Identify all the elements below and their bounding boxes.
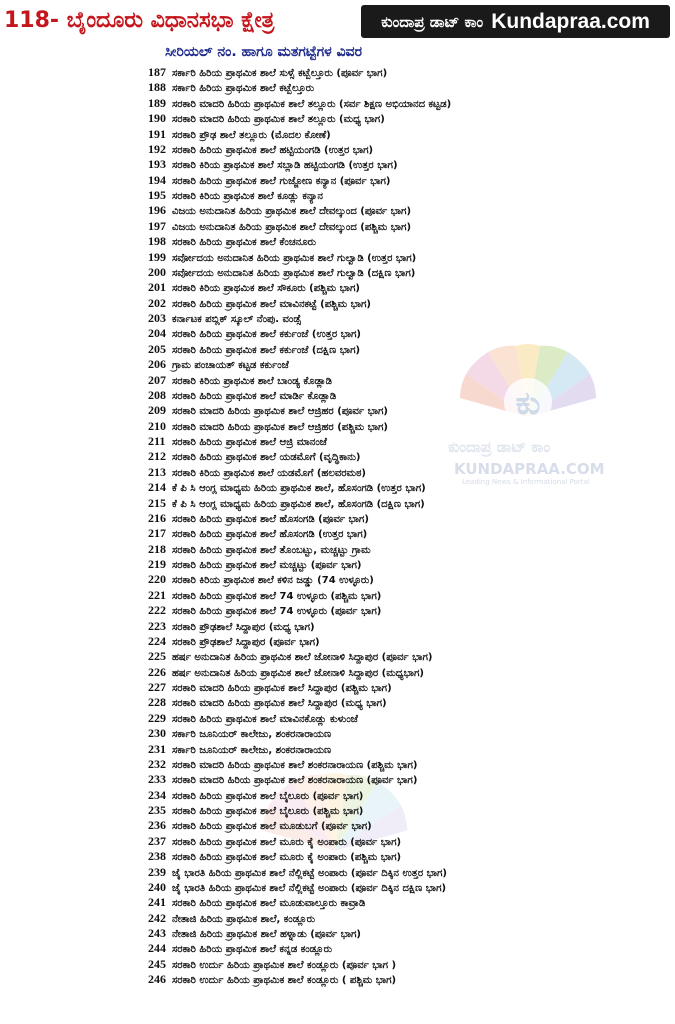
entry-school-name: ಸರಕಾರಿ ಮಾದರಿ ಹಿರಿಯ ಪ್ರಾಥಮಿಕ ಶಾಲೆ ಸಿದ್ದಾಪುರ (ಮಧ್ಯ ಭಾಗ) bbox=[172, 698, 387, 710]
entry-number: 193 bbox=[148, 157, 166, 172]
entry-school-name: ಕರ್ನಾಟಕ ಪಬ್ಲಿಕ್ ಸ್ಕೂಲ್ ನೆಂಪು. ವಂಡ್ಸೆ bbox=[172, 314, 302, 325]
list-item bbox=[148, 111, 451, 126]
entry-school-name: ಸರಕಾರಿ ಹಿರಿಯ ಪ್ರಾಥಮಿಕ ಶಾಲೆ ತೊಂಬಟ್ಟು, ಮಚ್ಚಟ್ಟು ಗ್ರಾಮ bbox=[172, 544, 371, 556]
entry-school-name: ಸರಕಾರಿ ಮಾದರಿ ಹಿರಿಯ ಪ್ರಾಥಮಿಕ ಶಾಲೆ ಆಜ್ರಿಹರ (ಪಶ್ಚಿಮ ಭಾಗ) bbox=[172, 421, 388, 433]
entry-school-name: ಸರಕಾರಿ ಮಾದರಿ ಹಿರಿಯ ಪ್ರಾಥಮಿಕ ಶಾಲೆ ಶಂಕರನಾರಾಯಣ (ಪಶ್ಚಿಮ ಭಾಗ) bbox=[172, 759, 418, 771]
list-item bbox=[148, 726, 451, 741]
list-item bbox=[148, 926, 451, 941]
list-item bbox=[148, 772, 451, 787]
entry-number: 205 bbox=[148, 341, 166, 356]
list-item bbox=[148, 496, 451, 511]
entry-school-name: ಸರಕಾರಿ ಹಿರಿಯ ಪ್ರಾಥಮಿಕ ಶಾಲೆ ಕನ್ನಡ ಕಂಡ್ಲೂರು bbox=[172, 944, 333, 956]
entry-school-name: ಸರಕಾರಿ ಪ್ರೌಢಶಾಲೆ ಸಿದ್ದಾಪುರ (ಮಧ್ಯ ಭಾಗ) bbox=[172, 621, 315, 633]
entry-school-name: ಸರ್ವೋದಯ ಅನುದಾನಿತ ಹಿರಿಯ ಪ್ರಾಥಮಿಕ ಶಾಲೆ ಗುಲ್ವಾಡಿ (ದಕ್ಷಿಣ ಭಾಗ) bbox=[172, 267, 416, 279]
list-item bbox=[148, 849, 451, 864]
entry-number: 235 bbox=[148, 803, 166, 817]
entry-number: 213 bbox=[148, 464, 166, 479]
list-item bbox=[148, 203, 451, 218]
list-item bbox=[148, 357, 451, 372]
page-title: 118- ಬೈಂದೂರು ವಿಧಾನಸಭಾ ಕ್ಷೇತ್ರ bbox=[4, 8, 275, 33]
entry-number: 211 bbox=[148, 434, 166, 448]
entry-school-name: ಸರಕಾರಿ ಕಿರಿಯ ಪ್ರಾಥಮಿಕ ಶಾಲೆ ಬಾಂಡ್ಯ ಕೊಡ್ಲಾಡಿ bbox=[172, 375, 332, 387]
list-item bbox=[148, 526, 451, 541]
list-item bbox=[148, 219, 451, 234]
list-item bbox=[148, 972, 451, 987]
list-item bbox=[148, 603, 451, 618]
list-item bbox=[148, 788, 451, 803]
list-item bbox=[148, 326, 451, 341]
entry-number: 237 bbox=[148, 833, 166, 848]
entry-school-name: ಹರ್ಷ ಅನುದಾನಿತ ಹಿರಿಯ ಪ್ರಾಥಮಿಕ ಶಾಲೆ ಜೋನಾಳಿ ಸಿದ್ದಾಪುರ (ಮಧ್ಯಭಾಗ) bbox=[172, 667, 424, 679]
list-item bbox=[148, 941, 451, 956]
entry-school-name: ಸರಕಾರಿ ಕಿರಿಯ ಪ್ರಾಥಮಿಕ ಶಾಲೆ ಕೂಡ್ಲು ಕನ್ಯಾನ bbox=[172, 191, 323, 202]
entry-number: 224 bbox=[148, 633, 166, 648]
list-item bbox=[148, 880, 451, 895]
list-item bbox=[148, 157, 451, 172]
entry-number: 195 bbox=[148, 188, 166, 202]
entry-school-name: ಸರಕಾರಿ ಹಿರಿಯ ಪ್ರಾಥಮಿಕ ಶಾಲೆ ಕರ್ಕುಂಜೆ (ದಕ್ಷಿಣ ಭಾಗ) bbox=[172, 344, 361, 356]
list-item bbox=[148, 250, 451, 265]
entry-school-name: ಸರಕಾರಿ ಮಾದರಿ ಹಿರಿಯ ಪ್ರಾಥಮಿಕ ಶಾಲೆ ತಲ್ಲೂರು (ಮಧ್ಯ ಭಾಗ) bbox=[172, 114, 385, 126]
entry-school-name: ಸರಕಾರಿ ಹಿರಿಯ ಪ್ರಾಥಮಿಕ ಶಾಲೆ ಮೂಡುವಾಲ್ತೂರು ಕಾವ್ರಾಡಿ bbox=[172, 898, 366, 910]
list-item bbox=[148, 65, 451, 80]
list-item bbox=[148, 342, 451, 357]
entry-number: 202 bbox=[148, 295, 166, 310]
entry-number: 191 bbox=[148, 126, 166, 141]
entry-school-name: ಜೈ ಭಾರತಿ ಹಿರಿಯ ಪ್ರಾಥಮಿಕ ಶಾಲೆ ನೆಲ್ಲಿಕಟ್ಟೆ ಅಂಪಾರು (ಪೂರ್ವ ದಿಕ್ಕಿನ ಉತ್ತರ ಭಾಗ) bbox=[172, 867, 447, 879]
entry-number: 209 bbox=[148, 403, 166, 418]
entry-number: 246 bbox=[148, 972, 166, 987]
entry-school-name: ಗ್ರಾಮ ಪಂಚಾಯತ್ ಕಟ್ಟಡ ಕರ್ಕುಂಜೆ bbox=[172, 360, 289, 372]
list-item bbox=[148, 449, 451, 464]
list-item bbox=[148, 572, 451, 587]
entry-school-name: ಸರಕಾರಿ ಮಾದರಿ ಹಿರಿಯ ಪ್ರಾಥಮಿಕ ಶಾಲೆ ಸಿದ್ದಾಪುರ (ಪಶ್ಚಿಮ ಭಾಗ) bbox=[172, 683, 392, 694]
list-item bbox=[148, 296, 451, 311]
entry-number: 197 bbox=[148, 218, 166, 233]
entry-school-name: ನೇತಾಜಿ ಹಿರಿಯ ಪ್ರಾಥಮಿಕ ಶಾಲೆ ಹಳ್ನಾಡು (ಪೂರ್ವ ಭಾಗ) bbox=[172, 929, 361, 940]
entry-school-name: ಕೆ ಪಿ ಸಿ ಆಂಗ್ಲ ಮಾಧ್ಯಮ ಹಿರಿಯ ಪ್ರಾಥಮಿಕ ಶಾಲೆ, ಹೊಸಂಗಡಿ (ಉತ್ತರ ಭಾಗ) bbox=[172, 483, 426, 495]
entry-school-name: ಸರಕಾರಿ ಪ್ರೌಢಶಾಲೆ ಸಿದ್ದಾಪುರ (ಪೂರ್ವ ಭಾಗ) bbox=[172, 636, 320, 648]
entry-school-name: ವಿಜಯ ಅನುದಾನಿತ ಹಿರಿಯ ಪ್ರಾಥಮಿಕ ಶಾಲೆ ದೇವಲ್ಕುಂದ (ಪೂರ್ವ ಭಾಗ) bbox=[172, 206, 412, 218]
list-item bbox=[148, 757, 451, 772]
entry-number: 227 bbox=[148, 680, 166, 694]
list-item bbox=[148, 742, 451, 757]
entry-number: 216 bbox=[148, 510, 166, 525]
watermark-logo bbox=[448, 342, 608, 486]
list-item bbox=[148, 434, 451, 449]
list-item bbox=[148, 865, 451, 880]
entry-number: 238 bbox=[148, 849, 166, 864]
list-item bbox=[148, 634, 451, 649]
entry-number: 190 bbox=[148, 111, 166, 126]
entry-school-name: ಸರ್ಕಾರಿ ಜೂನಿಯರ್ ಕಾಲೇಜು, ಶಂಕರನಾರಾಯಣ bbox=[172, 729, 332, 741]
entry-number: 212 bbox=[148, 449, 166, 464]
entry-number: 204 bbox=[148, 326, 166, 341]
watermark-text-english: KUNDAPRAA.COM bbox=[454, 460, 605, 478]
entry-number: 222 bbox=[148, 603, 166, 618]
page-subtitle: ಸೀರಿಯಲ್ ನಂ. ಹಾಗೂ ಮತಗಟ್ಟೆಗಳ ವಿವರ bbox=[165, 44, 363, 60]
entry-school-name: ಕೆ ಪಿ ಸಿ ಆಂಗ್ಲ ಮಾಧ್ಯಮ ಹಿರಿಯ ಪ್ರಾಥಮಿಕ ಶಾಲೆ, ಹೊಸಂಗಡಿ (ದಕ್ಷಿಣ ಭಾಗ) bbox=[172, 498, 425, 510]
brand-name-kannada: ಕುಂದಾಪ್ರ ಡಾಟ್ ಕಾಂ bbox=[381, 12, 484, 31]
entry-number: 214 bbox=[148, 480, 166, 495]
entry-school-name: ಸರಕಾರಿ ಕಿರಿಯ ಪ್ರಾಥಮಿಕ ಶಾಲೆ ಸಬ್ಲಾಡಿ ಹಟ್ಟಿಯಂಗಡಿ (ಉತ್ತರ ಭಾಗ) bbox=[172, 160, 398, 172]
entry-school-name: ಸರ್ಕಾರಿ ಜೂನಿಯರ್ ಕಾಲೇಜು, ಶಂಕರನಾರಾಯಣ bbox=[172, 744, 332, 756]
entry-number: 232 bbox=[148, 756, 166, 771]
entry-number: 234 bbox=[148, 787, 166, 802]
entry-number: 218 bbox=[148, 541, 166, 556]
entry-number: 230 bbox=[148, 726, 166, 741]
entry-number: 245 bbox=[148, 956, 166, 971]
list-item bbox=[148, 265, 451, 280]
entry-number: 220 bbox=[148, 572, 166, 587]
entry-number: 203 bbox=[148, 311, 166, 325]
entry-number: 198 bbox=[148, 234, 166, 249]
entry-number: 244 bbox=[148, 941, 166, 956]
entry-number: 236 bbox=[148, 818, 166, 833]
entry-number: 241 bbox=[148, 895, 166, 910]
list-item bbox=[148, 911, 451, 926]
list-item bbox=[148, 665, 451, 680]
entry-number: 206 bbox=[148, 357, 166, 372]
entry-number: 189 bbox=[148, 95, 166, 110]
entry-number: 228 bbox=[148, 695, 166, 710]
entry-number: 201 bbox=[148, 280, 166, 295]
entry-number: 240 bbox=[148, 879, 166, 894]
entry-number: 215 bbox=[148, 495, 166, 510]
list-item bbox=[148, 465, 451, 480]
list-item bbox=[148, 234, 451, 249]
entry-school-name: ಸರಕಾರಿ ಹಿರಿಯ ಪ್ರಾಥಮಿಕ ಶಾಲೆ ಆಜ್ರಿ ಮಾನಂಜೆ bbox=[172, 437, 327, 448]
entry-school-name: ಸರಕಾರಿ ಹಿರಿಯ ಪ್ರಾಥಮಿಕ ಶಾಲೆ ಕೆಂಚನೂರು bbox=[172, 237, 317, 249]
entry-school-name: ಸರಕಾರಿ ಉರ್ದು ಹಿರಿಯ ಪ್ರಾಥಮಿಕ ಶಾಲೆ ಕಂಡ್ಲೂರು (ಪೂರ್ವ ಭಾಗ ) bbox=[172, 959, 397, 971]
list-item bbox=[148, 695, 451, 710]
list-item bbox=[148, 188, 451, 203]
entry-number: 226 bbox=[148, 664, 166, 679]
entry-school-name: ಸರಕಾರಿ ಕಿರಿಯ ಪ್ರಾಥಮಿಕ ಶಾಲೆ ಸೌಕೂರು (ಪಶ್ಚಿಮ ಭಾಗ) bbox=[172, 283, 360, 295]
entry-school-name: ಸರಕಾರಿ ಹಿರಿಯ ಪ್ರಾಥಮಿಕ ಶಾಲೆ ಹೊಸಂಗಡಿ (ಉತ್ತರ ಭಾಗ) bbox=[172, 529, 368, 541]
list-item bbox=[148, 480, 451, 495]
entry-number: 221 bbox=[148, 587, 166, 602]
list-item bbox=[148, 280, 451, 295]
list-item bbox=[148, 142, 451, 157]
polling-station-list bbox=[148, 65, 451, 988]
entry-number: 242 bbox=[148, 910, 166, 925]
entry-school-name: ಸರಕಾರಿ ಹಿರಿಯ ಪ್ರಾಥಮಿಕ ಶಾಲೆ ಯಡಮೊಗೆ (ವೃದ್ಧಿಕಾನು) bbox=[172, 452, 361, 464]
list-item bbox=[148, 957, 451, 972]
list-item bbox=[148, 173, 451, 188]
list-item bbox=[148, 127, 451, 142]
list-item bbox=[148, 419, 451, 434]
entry-number: 208 bbox=[148, 387, 166, 402]
entry-number: 200 bbox=[148, 264, 166, 279]
list-item bbox=[148, 803, 451, 818]
entry-number: 219 bbox=[148, 557, 166, 571]
entry-school-name: ಸರಕಾರಿ ಹಿರಿಯ ಪ್ರಾಥಮಿಕ ಶಾಲೆ ಮಚ್ಚಟ್ಟು (ಪೂರ್ವ ಭಾಗ) bbox=[172, 560, 362, 571]
list-item bbox=[148, 542, 451, 557]
entry-number: 231 bbox=[148, 741, 166, 756]
entry-school-name: ಸರಕಾರಿ ಹಿರಿಯ ಪ್ರಾಥಮಿಕ ಶಾಲೆ ಕರ್ಕುಂಜೆ (ಉತ್ತರ ಭಾಗ) bbox=[172, 329, 361, 341]
entry-number: 239 bbox=[148, 864, 166, 879]
list-item bbox=[148, 557, 451, 572]
entry-school-name: ಸರಕಾರಿ ಕಿರಿಯ ಪ್ರಾಥಮಿಕ ಶಾಲೆ ಯಡಮೊಗೆ (ಹಲವರಮಠ) bbox=[172, 467, 366, 479]
entry-school-name: ಸರಕಾರಿ ಹಿರಿಯ ಪ್ರಾಥಮಿಕ ಶಾಲೆ ಮಾವಿನಕೊಡ್ಲು ಕುಳುಂಜೆ bbox=[172, 713, 358, 725]
entry-school-name: ಸರಕಾರಿ ಹಿರಿಯ ಪ್ರಾಥಮಿಕ ಶಾಲೆ 74 ಉಳ್ಳೂರು (ಪಶ್ಚಿಮ ಭಾಗ) bbox=[172, 590, 382, 602]
entry-school-name: ಸರಕಾರಿ ಹಿರಿಯ ಪ್ರಾಥಮಿಕ ಶಾಲೆ 74 ಉಳ್ಳೂರು (ಪೂರ್ವ ಭಾಗ) bbox=[172, 606, 382, 618]
entry-number: 207 bbox=[148, 372, 166, 387]
list-item bbox=[148, 818, 451, 833]
entry-number: 229 bbox=[148, 710, 166, 725]
list-item bbox=[148, 403, 451, 418]
list-item bbox=[148, 80, 451, 95]
entry-school-name: ಸರಕಾರಿ ಮಾದರಿ ಹಿರಿಯ ಪ್ರಾಥಮಿಕ ಶಾಲೆ ಶಂಕರನಾರಾಯಣ (ಪೂರ್ವ ಭಾಗ) bbox=[172, 775, 418, 787]
entry-number: 187 bbox=[148, 65, 166, 79]
entry-number: 217 bbox=[148, 526, 166, 541]
entry-school-name: ಸರಕಾರಿ ಹಿರಿಯ ಪ್ರಾಥಮಿಕ ಶಾಲೆ ಬೈಲೂರು (ಪಶ್ಚಿಮ ಭಾಗ) bbox=[172, 806, 364, 817]
entry-number: 223 bbox=[148, 618, 166, 633]
list-item bbox=[148, 649, 451, 664]
entry-school-name: ಸರಕಾರಿ ಹಿರಿಯ ಪ್ರಾಥಮಿಕ ಶಾಲೆ ಮೂರು ಕೈ ಅಂಪಾರು (ಪೂರ್ವ ಭಾಗ) bbox=[172, 836, 402, 848]
list-item bbox=[148, 834, 451, 849]
entry-school-name: ಸರಕಾರಿ ಉರ್ದು ಹಿರಿಯ ಪ್ರಾಥಮಿಕ ಶಾಲೆ ಕಂಡ್ಲೂರು ( ಪಶ್ಚಿಮ ಭಾಗ) bbox=[172, 975, 397, 987]
list-item bbox=[148, 373, 451, 388]
entry-school-name: ಹರ್ಷ ಅನುದಾನಿತ ಹಿರಿಯ ಪ್ರಾಥಮಿಕ ಶಾಲೆ ಜೋನಾಳಿ ಸಿದ್ದಾಪುರ (ಪೂರ್ವ ಭಾಗ) bbox=[172, 652, 433, 664]
brand-name-english: Kundapraa.com bbox=[491, 9, 650, 33]
list-item bbox=[148, 388, 451, 403]
entry-number: 192 bbox=[148, 141, 166, 156]
entry-number: 233 bbox=[148, 772, 166, 787]
list-item bbox=[148, 511, 451, 526]
list-item bbox=[148, 311, 451, 326]
entry-school-name: ಸರಕಾರಿ ಹಿರಿಯ ಪ್ರಾಥಮಿಕ ಶಾಲೆ ಗುಜ್ಜೋಣ ಕನ್ಯಾನ (ಪೂರ್ವ ಭಾಗ) bbox=[172, 175, 391, 187]
list-item bbox=[148, 96, 451, 111]
entry-school-name: ಸರಕಾರಿ ಕಿರಿಯ ಪ್ರಾಥಮಿಕ ಶಾಲೆ ಕಳಿನ ಜಡ್ಡು (74 ಉಳ್ಳೂರು) bbox=[172, 575, 374, 587]
entry-school-name: ಸರಕಾರಿ ಪ್ರೌಢ ಶಾಲೆ ತಲ್ಲೂರು (ಮೊದಲ ಕೋಣೆ) bbox=[172, 129, 331, 141]
entry-school-name: ಸರಕಾರಿ ಮಾದರಿ ಹಿರಿಯ ಪ್ರಾಥಮಿಕ ಶಾಲೆ ಆಜ್ರಿಹರ (ಪೂರ್ವ ಭಾಗ) bbox=[172, 406, 388, 418]
entry-number: 225 bbox=[148, 649, 166, 664]
entry-school-name: ಸರಕಾರಿ ಹಿರಿಯ ಪ್ರಾಥಮಿಕ ಶಾಲೆ ಮೂಡುಬಗೆ (ಪೂರ್ವ ಭಾಗ) bbox=[172, 821, 372, 833]
entry-number: 194 bbox=[148, 172, 166, 187]
list-item bbox=[148, 711, 451, 726]
entry-school-name: ನೇತಾಜಿ ಹಿರಿಯ ಪ್ರಾಥಮಿಕ ಶಾಲೆ, ಕಂಡ್ಲೂರು bbox=[172, 913, 316, 925]
watermark-fan-icon bbox=[448, 342, 608, 472]
entry-school-name: ಸರಕಾರಿ ಹಿರಿಯ ಪ್ರಾಥಮಿಕ ಶಾಲೆ ಮಾವಿನಕಟ್ಟೆ (ಪಶ್ಚಿಮ ಭಾಗ) bbox=[172, 298, 371, 310]
svg-text:ಕು: ಕು bbox=[515, 384, 541, 422]
entry-school-name: ಸರ್ಕಾರಿ ಹಿರಿಯ ಪ್ರಾಥಮಿಕ ಶಾಲೆ ಕಟ್ಬೆಲ್ತೂರು bbox=[172, 83, 315, 95]
entry-school-name: ಸರಕಾರಿ ಹಿರಿಯ ಪ್ರಾಥಮಿಕ ಶಾಲೆ ಮಾರ್ಡಿ ಕೊಡ್ಲಾಡಿ bbox=[172, 390, 337, 402]
entry-number: 188 bbox=[148, 80, 166, 95]
watermark-tagline: Leading News & Informational Portal bbox=[462, 478, 590, 486]
entry-number: 196 bbox=[148, 203, 166, 218]
entry-school-name: ಸರ್ವೋದಯ ಅನುದಾನಿತ ಹಿರಿಯ ಪ್ರಾಥಮಿಕ ಶಾಲೆ ಗುಲ್ವಾಡಿ (ಉತ್ತರ ಭಾಗ) bbox=[172, 252, 417, 264]
entry-number: 199 bbox=[148, 249, 166, 264]
entry-number: 210 bbox=[148, 418, 166, 433]
brand-banner bbox=[361, 5, 670, 38]
list-item bbox=[148, 588, 451, 603]
entry-school-name: ಸರಕಾರಿ ಮಾದರಿ ಹಿರಿಯ ಪ್ರಾಥಮಿಕ ಶಾಲೆ ತಲ್ಲೂರು (ಸರ್ವ ಶಿಕ್ಷಣ ಅಭಿಯಾನದ ಕಟ್ಟಡ) bbox=[172, 98, 452, 110]
entry-school-name: ಸರಕಾರಿ ಹಿರಿಯ ಪ್ರಾಥಮಿಕ ಶಾಲೆ ಹಟ್ಟಿಯಂಗಡಿ (ಉತ್ತರ ಭಾಗ) bbox=[172, 144, 374, 156]
entry-school-name: ಜೈ ಭಾರತಿ ಹಿರಿಯ ಪ್ರಾಥಮಿಕ ಶಾಲೆ ನೆಲ್ಲಿಕಟ್ಟೆ ಅಂಪಾರು (ಪೂರ್ವ ದಿಕ್ಕಿನ ದಕ್ಷಿಣ ಭಾಗ) bbox=[172, 882, 447, 894]
entry-school-name: ಸರಕಾರಿ ಹಿರಿಯ ಪ್ರಾಥಮಿಕ ಶಾಲೆ ಬೈಲೂರು (ಪೂರ್ವ ಭಾಗ) bbox=[172, 790, 364, 802]
entry-school-name: ಸರಕಾರಿ ಹಿರಿಯ ಪ್ರಾಥಮಿಕ ಶಾಲೆ ಮೂರು ಕೈ ಅಂಪಾರು (ಪಶ್ಚಿಮ ಭಾಗ) bbox=[172, 852, 402, 864]
list-item bbox=[148, 619, 451, 634]
entry-school-name: ಸರ್ಕಾರಿ ಹಿರಿಯ ಪ್ರಾಥಮಿಕ ಶಾಲೆ ಸುಳ್ಸೆ ಕಟ್ಬೆಲ್ತೂರು (ಪೂರ್ವ ಭಾಗ) bbox=[172, 68, 388, 79]
watermark-text-kannada: ಕುಂದಾಪ್ರ ಡಾಟ್ ಕಾಂ bbox=[448, 438, 551, 456]
list-item bbox=[148, 895, 451, 910]
list-item bbox=[148, 680, 451, 695]
entry-number: 243 bbox=[148, 926, 166, 940]
entry-school-name: ಸರಕಾರಿ ಹಿರಿಯ ಪ್ರಾಥಮಿಕ ಶಾಲೆ ಹೊಸಂಗಡಿ (ಪೂರ್ವ ಭಾಗ) bbox=[172, 513, 369, 525]
entry-school-name: ವಿಜಯ ಅನುದಾನಿತ ಹಿರಿಯ ಪ್ರಾಥಮಿಕ ಶಾಲೆ ದೇವಲ್ಕುಂದ (ಪಶ್ಚಿಮ ಭಾಗ) bbox=[172, 221, 412, 233]
